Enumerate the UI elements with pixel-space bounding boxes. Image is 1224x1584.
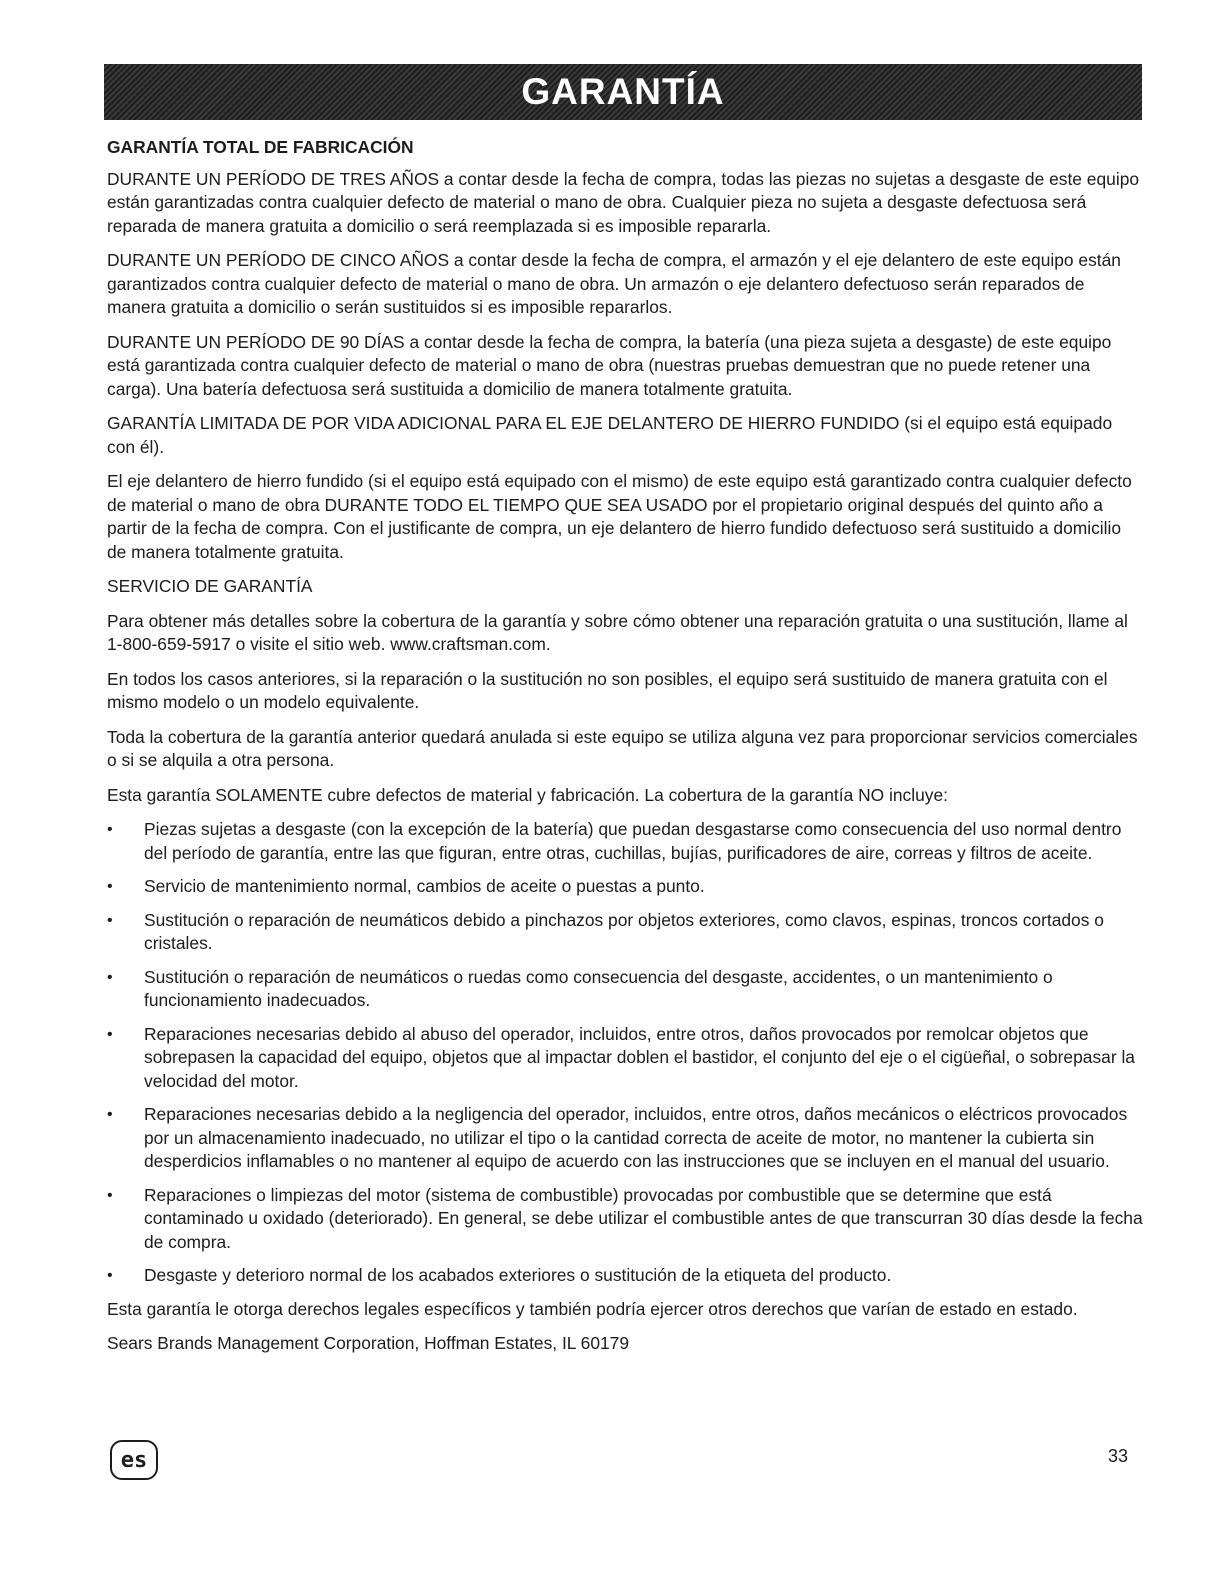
page-number: 33 — [1108, 1446, 1129, 1466]
warranty-content — [107, 136, 1143, 1367]
paragraph-replacement: En todos los casos anteriores, si la reparación o la sustitución no son posibles, el equipo será sustituido de manera gratuita con el mismo modelo o un modelo equivalente. — [107, 668, 1108, 712]
list-item: • Servicio de mantenimiento normal, cambios de aceite o puestas a punto. — [107, 875, 1143, 899]
paragraph-coverage: Esta garantía SOLAMENTE cubre defectos de material y fabricación. La cobertura de la garantía NO incluye: — [107, 784, 948, 805]
list-item: • Sustitución o reparación de neumáticos debido a pinchazos por objetos exteriores, como clavos, espinas, troncos cortados o cristales. — [107, 909, 1143, 956]
language-badge: es — [110, 1440, 158, 1480]
paragraph-void: Toda la cobertura de la garantía anterior quedará anulada si este equipo se utiliza alguna vez para proporcionar servicios comerciales o si se alquila a otra persona. — [107, 726, 1138, 770]
paragraph-cast-iron-axle: El eje delantero de hierro fundido (si el equipo está equipado con el mismo) de este equipo está garantizado contra cualquier defecto de material o mano de obra DURANTE TODO EL TIEMPO QUE SEA USADO por el propietario original después del quinto año a partir de la fecha de compra. Con el justificante de compra, un eje delantero de hierro fundido defectuoso será sustituido a domicilio de manera totalmente gratuita. — [107, 471, 1132, 562]
list-item: • Desgaste y deterioro normal de los acabados exteriores o sustitución de la etiqueta del producto. — [107, 1264, 1143, 1288]
list-item: • Piezas sujetas a desgaste (con la excepción de la batería) que puedan desgastarse como consecuencia del uso normal dentro del período de garantía, entre las que figuran, entre otras, cuchillas, bujías, purificadores de aire, correas y filtros de aceite. — [107, 818, 1143, 865]
list-item: • Reparaciones necesarias debido a la negligencia del operador, incluidos, entre otros, daños mecánicos o eléctricos provocados por un almacenamiento inadecuado, no utilizar el tipo o la cantidad correcta de aceite de motor, no mantener la cubierta sin desperdicios inflamables o no mantener al equipo de acuerdo con las instrucciones que se incluyen en el manual del usuario. — [107, 1103, 1143, 1174]
subheading-warranty-service: SERVICIO DE GARANTÍA — [107, 576, 313, 596]
exclusions-list — [107, 818, 1143, 1288]
paragraph-legal-rights: Esta garantía le otorga derechos legales específicos y también podría ejercer otros derechos que varían de estado en estado. — [107, 1298, 1078, 1319]
paragraph-lifetime-axle: GARANTÍA LIMITADA DE POR VIDA ADICIONAL PARA EL EJE DELANTERO DE HIERRO FUNDIDO (si el equipo está equipado con él). — [107, 413, 1113, 457]
company-address: Sears Brands Management Corporation, Hoffman Estates, IL 60179 — [107, 1333, 630, 1353]
section-heading: GARANTÍA TOTAL DE FABRICACIÓN — [107, 137, 414, 157]
paragraph-five-years: DURANTE UN PERÍODO DE CINCO AÑOS a contar desde la fecha de compra, el armazón y el eje delantero de este equipo están garantizados contra cualquier defecto de material o mano de obra. Un armazón o eje delantero defectuoso serán reparados de manera gratuita a domicilio o serán sustituidos si es imposible repararlos. — [107, 250, 1121, 317]
paragraph-contact: Para obtener más detalles sobre la cobertura de la garantía y sobre cómo obtener una reparación gratuita o una sustitución, llame al 1-800-659-5917 o visite el sitio web. www.craftsman.com. — [107, 610, 1128, 654]
list-item: • Reparaciones o limpiezas del motor (sistema de combustible) provocadas por combustible que se determine que está contaminado u oxidado (deteriorado). En general, se debe utilizar el combustible antes de que transcurran 30 días desde la fecha de compra. — [107, 1184, 1143, 1255]
list-item: • Sustitución o reparación de neumáticos o ruedas como consecuencia del desgaste, accidentes, o un mantenimiento o funcionamiento inadecuados. — [107, 966, 1143, 1013]
page-title: GARANTÍA — [521, 71, 725, 112]
paragraph-90-days: DURANTE UN PERÍODO DE 90 DÍAS a contar desde la fecha de compra, la batería (una pieza sujeta a desgaste) de este equipo está garantizada contra cualquier defecto de material o mano de obra (nuestras pruebas demuestran que no puede retener una carga). Una batería defectuosa será sustituida a domicilio de manera totalmente gratuita. — [107, 331, 1112, 399]
title-banner — [104, 64, 1142, 120]
paragraph-three-years: DURANTE UN PERÍODO DE TRES AÑOS a contar desde la fecha de compra, todas las piezas no sujetas a desgaste de este equipo están garantizadas contra cualquier defecto de material o mano de obra. Cualquier pieza no sujeta a desgaste defectuosa será reparada de manera gratuita a domicilio o será reemplazada si es imposible repararla. — [107, 168, 1140, 236]
list-item: • Reparaciones necesarias debido al abuso del operador, incluidos, entre otros, daños provocados por remolcar objetos que sobrepasen la capacidad del equipo, objetos que al impactar doblen el bastidor, el conjunto del eje o el cigüeñal, o sobrepasar la velocidad del motor. — [107, 1023, 1143, 1094]
